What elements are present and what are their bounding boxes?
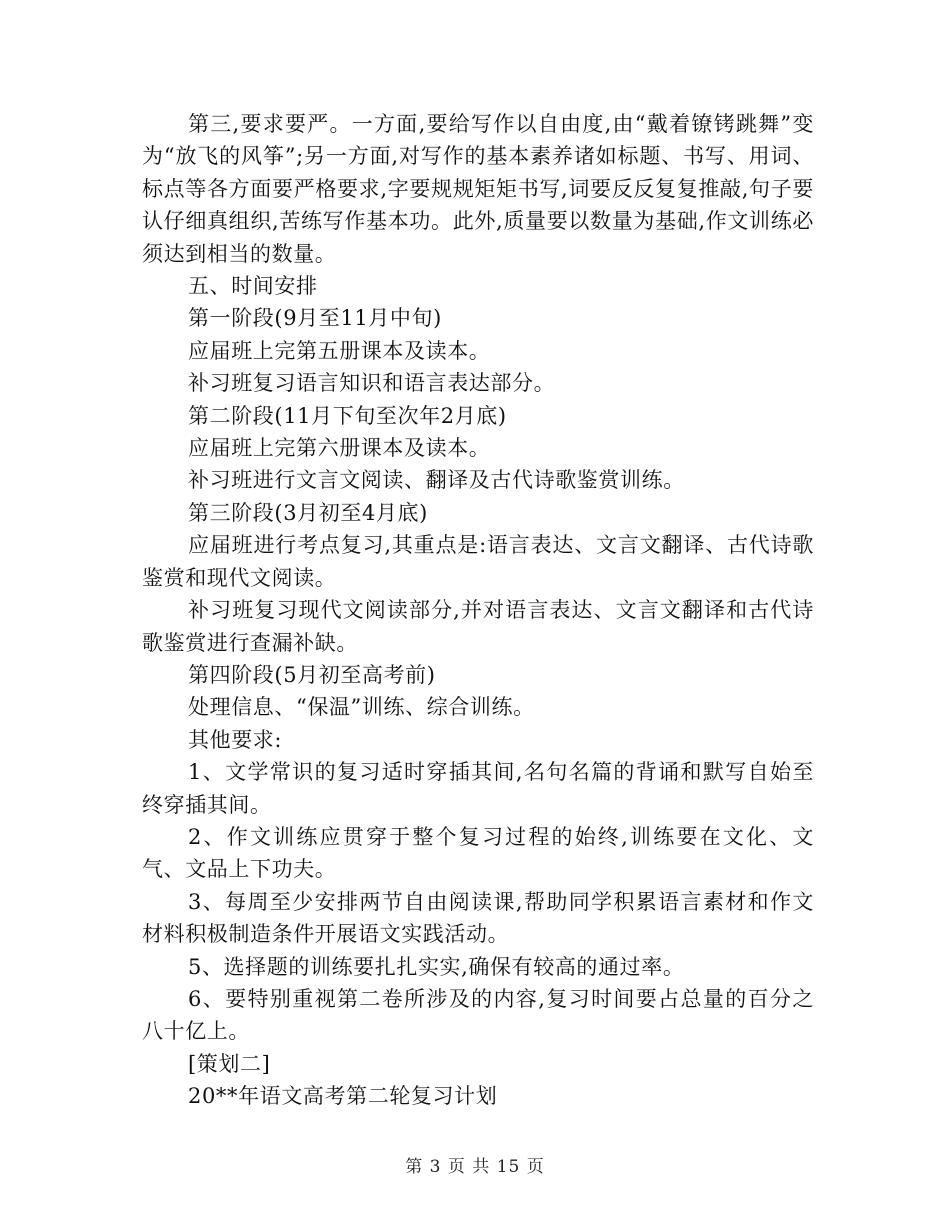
- document-body: [142, 108, 814, 1113]
- stage-four-heading: 第四阶段(5月初至高考前): [188, 662, 436, 687]
- stage-two-current-class: 应届班上完第六册课本及读本。: [188, 436, 491, 461]
- stage-three-current-class: 应届班进行考点复习,其重点是:语言表达、文言文翻译、古代诗歌鉴赏和现代文阅读。: [142, 533, 814, 590]
- stage-two-heading: 第二阶段(11月下旬至次年2月底): [188, 403, 507, 428]
- requirement-item-6: 6、要特别重视第二卷所涉及的内容,复习时间要占总量的百分之八十亿上。: [142, 986, 814, 1044]
- requirement-item-5: 5、选择题的训练要扎扎实实,确保有较高的通过率。: [188, 954, 685, 979]
- stage-two-review-class: 补习班进行文言文阅读、翻译及古代诗歌鉴赏训练。: [188, 468, 685, 493]
- requirement-item-2: 2、作文训练应贯穿于整个复习过程的始终,训练要在文化、文气、文品上下功夫。: [142, 824, 814, 882]
- page-number-label: 第 3 页 共 15 页: [405, 1157, 545, 1177]
- stage-one-review-class: 补习班复习语言知识和语言表达部分。: [188, 371, 556, 396]
- stage-four-content: 处理信息、“保温”训练、综合训练。: [188, 695, 535, 720]
- other-requirements-heading: 其他要求:: [188, 727, 283, 752]
- stage-one-current-class: 应届班上完第五册课本及读本。: [188, 338, 491, 363]
- page-footer: [0, 1152, 950, 1177]
- requirement-item-1: 1、文学常识的复习适时穿插其间,名句名篇的背诵和默写自始至终穿插其间。: [142, 760, 814, 817]
- stage-three-heading: 第三阶段(3月初至4月底): [188, 500, 428, 525]
- stage-one-heading: 第一阶段(9月至11月中旬): [188, 306, 442, 331]
- requirement-item-3: 3、每周至少安排两节自由阅读课,帮助同学积累语言素材和作文材料积极制造条件开展语文实践活动。: [142, 889, 814, 947]
- paragraph-writing-requirements: 第三,要求要严。一方面,要给写作以自由度,由“戴着镣铐跳舞”变为“放飞的风筝”;另一方面,对写作的基本素养诸如标题、书写、用词、标点等各方面要严格要求,字要规规矩矩书写,词要反反复复推敲,句子要认仔细真组织,苦练写作基本功。此外,质量要以数量为基础,作文训练必须达到相当的数量。: [142, 112, 814, 266]
- stage-three-review-class: 补习班复习现代文阅读部分,并对语言表达、文言文翻译和古代诗歌鉴赏进行查漏补缺。: [142, 598, 814, 655]
- plan-two-label: [策划二]: [188, 1051, 271, 1076]
- section-heading-schedule: 五、时间安排: [188, 274, 318, 299]
- plan-two-title: 20**年语文高考第二轮复习计划: [188, 1084, 498, 1109]
